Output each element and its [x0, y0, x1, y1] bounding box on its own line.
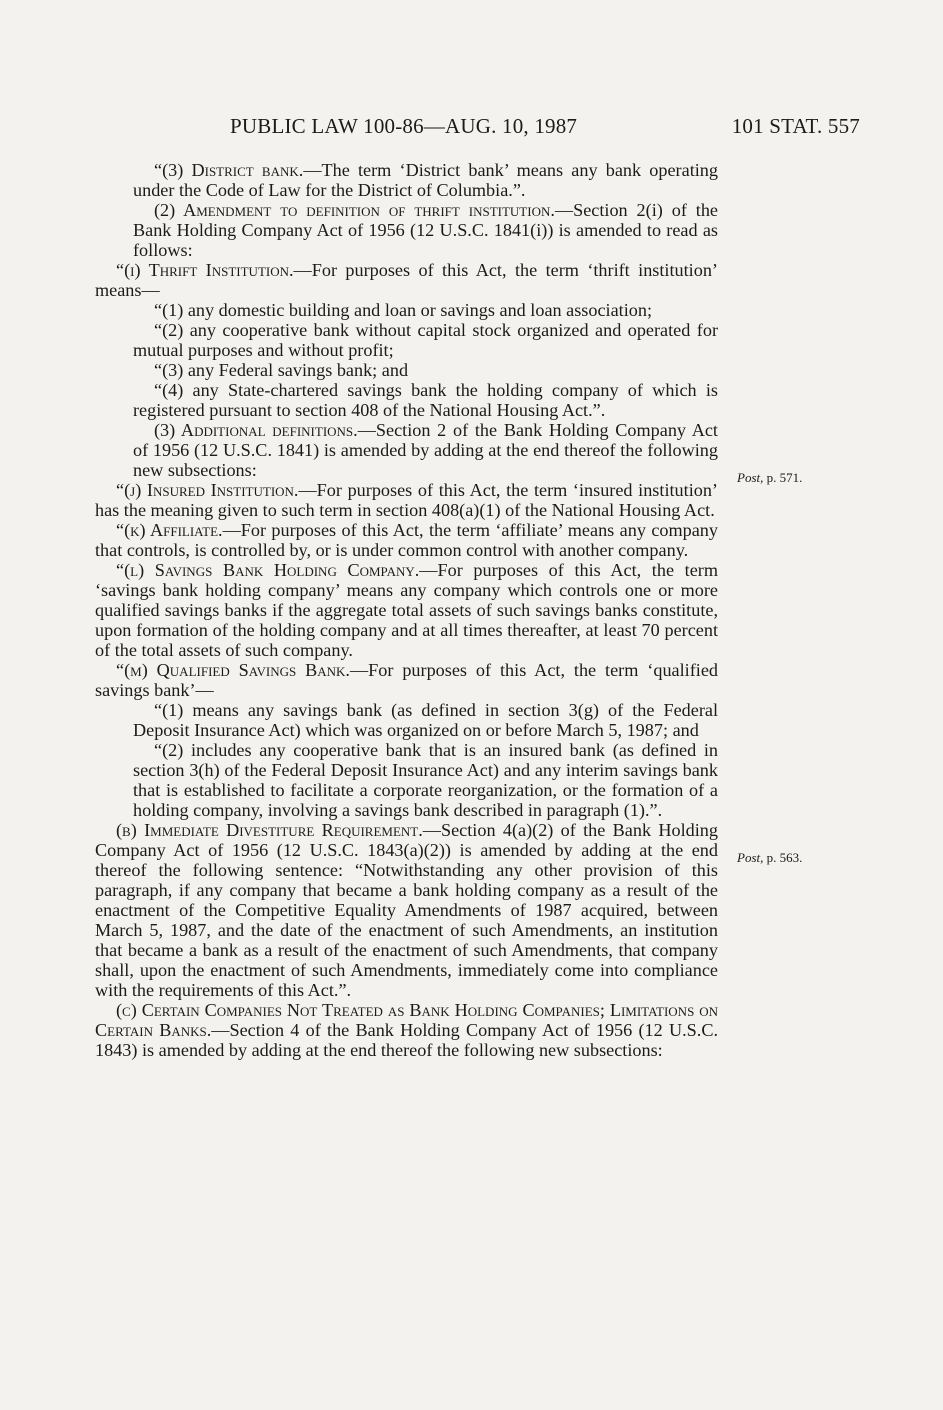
paragraph-text: “(2) any cooperative bank without capital stock organized and operated for mutual purposes and without profit; — [133, 320, 718, 360]
paragraph — [95, 300, 718, 320]
paragraph — [95, 820, 718, 1000]
paragraph-heading: (2) Amendment to definition of thrift institution. — [154, 200, 555, 220]
paragraph-text: —Section 4(a)(2) of the Bank Holding Company Act of 1956 (12 U.S.C. 1843(a)(2)) is amended by adding at the end thereof the following sentence: “Notwithstanding any other provision of this paragraph, if any company that became a bank holding company as a result of the enactment of the Competitive Equality Amendments of 1987 acquired, between March 5, 1987, and the date of the enactment of such Amendments, an institution that became a bank as a result of the enactment of such Amendments, that company shall, upon the enactment of such Amendments, immediately come into compliance with the requirements of this Act.”. — [95, 820, 718, 1000]
paragraph — [95, 560, 718, 660]
statute-page-number: 101 STAT. 557 — [731, 114, 860, 138]
margin-note — [737, 470, 802, 486]
paragraph-heading: “(m) Qualified Savings Bank. — [116, 660, 350, 680]
paragraph-text: —For purposes of this Act, the term ‘savings bank holding company’ means any company which controls one or more qualified savings banks if the aggregate total assets of such savings banks constitute, upon formation of the holding company and at all times thereafter, at least 70 percent of the total assets of such company. — [95, 560, 718, 660]
paragraph — [95, 380, 718, 420]
paragraph-heading: “(j) Insured Institution. — [116, 480, 299, 500]
paragraph-heading: (3) Additional definitions. — [154, 420, 358, 440]
paragraph — [95, 360, 718, 380]
paragraph-heading: “(l) Savings Bank Holding Company. — [116, 560, 420, 580]
paragraph — [95, 160, 718, 200]
paragraph — [95, 740, 718, 820]
paragraph — [95, 700, 718, 740]
paragraph-heading: (b) Immediate Divestiture Requirement. — [116, 820, 423, 840]
paragraph-text: —For purposes of this Act, the term ‘thrift institution’ means— — [95, 260, 718, 300]
paragraph-text: —Section 4 of the Bank Holding Company Act of 1956 (12 U.S.C. 1843) is amended by adding at the end thereof the following new subsections: — [95, 1020, 719, 1060]
margin-note-ref: Post, — [737, 470, 764, 485]
paragraph-text: “(1) any domestic building and loan or savings and loan association; — [154, 300, 653, 320]
paragraph-heading: (c) Certain Companies Not Treated as Bank Holding Companies; Limitations on Certain Banks. — [95, 1000, 718, 1040]
paragraph — [95, 520, 718, 560]
paragraph — [95, 1000, 718, 1060]
margin-note-page: p. 571. — [763, 470, 803, 485]
paragraph-heading: “(i) Thrift Institution. — [116, 260, 294, 280]
margin-note — [737, 850, 802, 866]
paragraph-text: “(4) any State-chartered savings bank the holding company of which is registered pursuant to section 408 of the National Housing Act.”. — [133, 380, 718, 420]
paragraph — [95, 660, 718, 700]
public-law-citation: PUBLIC LAW 100-86—AUG. 10, 1987 — [230, 114, 578, 138]
margin-note-page: p. 563. — [763, 850, 803, 865]
paragraph-text: —For purposes of this Act, the term ‘insured institution’ has the meaning given to such term in section 408(a)(1) of the National Housing Act. — [95, 480, 718, 520]
paragraph-text: —Section 2 of the Bank Holding Company Act of 1956 (12 U.S.C. 1841) is amended by adding at the end thereof the following new subsections: — [133, 420, 718, 480]
paragraph-heading: “(k) Affiliate. — [116, 520, 223, 540]
paragraph — [95, 260, 718, 300]
paragraph-heading: “(3) District bank. — [154, 160, 304, 180]
paragraph-text: —The term ‘District bank’ means any bank operating under the Code of Law for the District of Columbia.”. — [133, 160, 718, 200]
paragraph-text: —Section 2(i) of the Bank Holding Company Act of 1956 (12 U.S.C. 1841(i)) is amended to read as follows: — [133, 200, 719, 260]
statute-body — [95, 160, 718, 1060]
margin-note-ref: Post, — [737, 850, 764, 865]
paragraph-text: “(2) includes any cooperative bank that is an insured bank (as defined in section 3(h) of the Federal Deposit Insurance Act) and any interim savings bank that is established to facilitate a corporate reorganization, or the formation of a holding company, involving a savings bank described in paragraph (1).”. — [133, 740, 718, 820]
paragraph-text: —For purposes of this Act, the term ‘qualified savings bank’— — [95, 660, 718, 700]
paragraph — [95, 420, 718, 480]
paragraph-text: “(1) means any savings bank (as defined in section 3(g) of the Federal Deposit Insurance Act) which was organized on or before March 5, 1987; and — [133, 700, 718, 740]
paragraph — [95, 480, 718, 520]
paragraph — [95, 320, 718, 360]
paragraph-text: “(3) any Federal savings bank; and — [154, 360, 409, 380]
paragraph-text: —For purposes of this Act, the term ‘affiliate’ means any company that controls, is controlled by, or is under common control with another company. — [95, 520, 718, 560]
paragraph — [95, 200, 718, 260]
